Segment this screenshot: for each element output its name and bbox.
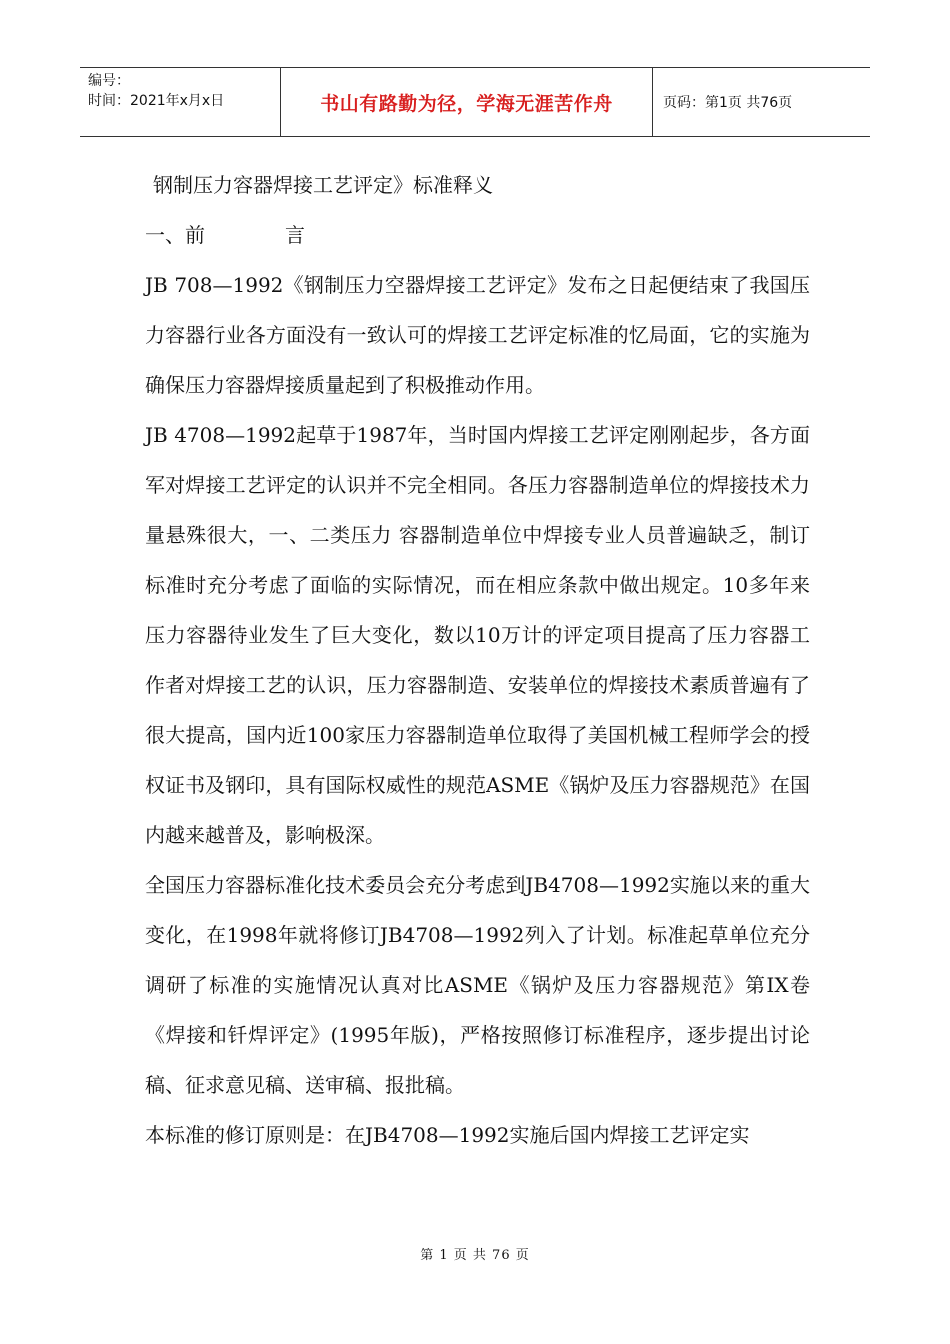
page-footer: 第 1 页 共 76 页 <box>420 1248 530 1263</box>
paragraph: JB 708—1992《钢制压力空器焊接工艺评定》发布之日起便结束了我国压力容器行业各方面没有一致认可的焊接工艺评定标准的忆局面，它的实施为确保压力容器焊接质量起到了积极推动作用。 <box>145 273 810 397</box>
document-header <box>80 67 870 137</box>
section-heading-part-1: 一、前 <box>145 223 205 247</box>
paragraph: 本标准的修订原则是：在JB4708—1992实施后国内焊接工艺评定实 <box>145 1123 750 1147</box>
paragraph: 全国压力容器标准化技术委员会充分考虑到JB4708—1992实施以来的重大变化，在1998年就将修订JB4708—1992列入了计划。标准起草单位充分调研了标准的实施情况认真对比ASME《锅炉及压力容器规范》第IX卷《焊接和钎焊评定》(1995年版)，严格按照修订标准程序，逐步提出讨论稿、征求意见稿、送审稿、报批稿。 <box>145 873 810 1097</box>
header-meta <box>80 68 280 136</box>
paragraph: JB 4708—1992起草于1987年，当时国内焊接工艺评定刚刚起步，各方面军对焊接工艺评定的认识并不完全相同。各压力容器制造单位的焊接技术力量悬殊很大，一、二类压力 容器制造单位中焊接专业人员普遍缺乏，制订标准时充分考虑了面临的实际情况，而在相应条款中做出规定。10多年来压力容器待业发生了巨大变化，数以10万计的评定项目提高了压力容器工作者对焊接工艺的认识，压力容器制造、安装单位的焊接技术素质普遍有了很大提高，国内近100家压力容器制造单位取得了美国机械工程师学会的授权证书及钢印，具有国际权威性的规范ASME《锅炉及压力容器规范》在国内越来越普及，影响极深。 <box>145 423 810 847</box>
date-label: 时间：2021年x月x日 <box>88 93 225 109</box>
header-motto-cell <box>280 68 653 136</box>
section-heading-part-2: 言 <box>285 223 305 247</box>
section-heading <box>145 210 810 260</box>
document-title: 钢制压力容器焊接工艺评定》标准释义 <box>153 173 493 197</box>
serial-number-label: 编号： <box>88 73 130 89</box>
document-body <box>145 160 810 1160</box>
motto-text: 书山有路勤为径，学海无涯苦作舟 <box>320 92 613 115</box>
header-page-info <box>653 68 870 136</box>
page-info-text: 页码：第1页 共76页 <box>663 95 793 111</box>
